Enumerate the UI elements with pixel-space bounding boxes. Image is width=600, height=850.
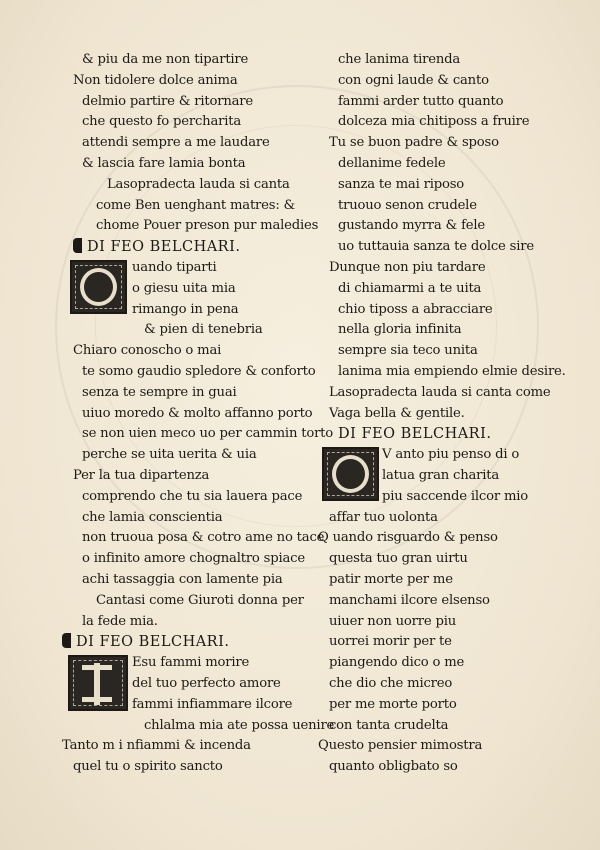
- text-line: del tuo perfecto amore: [132, 675, 281, 691]
- text-line: chio tiposs a abracciare: [338, 301, 493, 317]
- text-line: o infinito amore chognaltro spiace: [82, 551, 305, 567]
- text-line: affar tuo uolonta: [329, 509, 438, 525]
- section-heading: DI FEO BELCHARI.: [338, 426, 492, 443]
- text-line: dolceza mia chitiposs a fruire: [338, 114, 530, 130]
- text-line: Esu fammi morire: [132, 655, 250, 671]
- text-line: Per la tua dipartenza: [73, 467, 210, 483]
- text-line: di chiamarmi a te uita: [338, 280, 482, 296]
- text-line: & pien di tenebria: [144, 322, 263, 338]
- text-line: fammi infiammare ilcore: [132, 696, 293, 712]
- text-line: delmio partire & ritornare: [82, 93, 254, 109]
- text-line: Non tidolere dolce anima: [73, 72, 238, 88]
- rubric-line: Lasopradecta lauda si canta: [107, 176, 290, 192]
- left-column: [62, 50, 335, 778]
- text-line: per me morte porto: [329, 696, 457, 712]
- text-line: rimango in pena: [132, 301, 239, 317]
- poem-block-2: [62, 653, 335, 778]
- heading-text: DI FEO BELCHARI.: [87, 239, 241, 256]
- text-line: uiuo moredo & molto affanno porto: [82, 405, 313, 421]
- text-line: te somo gaudio spledore & conforto: [82, 363, 316, 379]
- text-line: quel tu o spirito sancto: [73, 759, 223, 775]
- text-line: questa tuo gran uirtu: [329, 551, 468, 567]
- poem-block-1: [62, 258, 334, 632]
- text-line: che lamia conscientia: [82, 509, 223, 525]
- rubric-line: Cantasi come Giuroti donna per: [96, 592, 304, 608]
- pilcrow-icon: [73, 238, 82, 253]
- text-line: truouo senon crudele: [338, 197, 477, 213]
- text-line: nella gloria infinita: [338, 322, 462, 338]
- text-line: patir morte per me: [329, 571, 453, 587]
- decorated-initial-q-icon: [322, 447, 379, 501]
- rubric-line: la fede mia.: [82, 613, 158, 629]
- text-line: o giesu uita mia: [132, 280, 236, 296]
- text-line: perche se uita uerita & uia: [82, 447, 257, 463]
- text-line: fammi arder tutto quanto: [338, 93, 504, 109]
- text-line: Chiaro conoscho o mai: [73, 343, 222, 359]
- rubric-line: Vaga bella & gentile.: [329, 405, 465, 421]
- text-line: Tu se buon padre & sposo: [329, 135, 499, 151]
- text-line: V anto piu penso di o: [382, 447, 520, 463]
- text-line: comprendo che tu sia lauera pace: [82, 488, 303, 504]
- text-line: sempre sia teco unita: [338, 343, 478, 359]
- section-heading: [62, 237, 324, 258]
- rubric-line: Lasopradecta lauda si canta come: [329, 384, 551, 400]
- text-line: con ogni laude & canto: [338, 72, 489, 88]
- text-line: Q uando risguardo & penso: [318, 530, 498, 546]
- text-line: uorrei morir per te: [329, 634, 452, 650]
- text-line: Dunque non piu tardare: [329, 259, 486, 275]
- text-line: che dio che micreo: [329, 675, 453, 691]
- text-line: piangendo dico o me: [329, 655, 465, 671]
- rubric-line: chome Pouer preson pur maledies: [96, 218, 319, 234]
- text-line: non truoua posa & cotro ame no tace: [82, 530, 325, 546]
- text-line: sanza te mai riposo: [338, 176, 465, 192]
- right-column: [318, 50, 588, 778]
- text-line: latua gran charita: [382, 467, 500, 483]
- text-line: che lanima tirenda: [338, 52, 461, 67]
- text-line: Questo pensier mimostra: [318, 738, 483, 754]
- text-line: gustando myrra & fele: [338, 218, 485, 234]
- text-line: uando tiparti: [132, 259, 217, 275]
- text-line: dellanime fedele: [338, 155, 446, 171]
- text-line: chlalma mia ate possa uenire: [144, 717, 335, 733]
- pilcrow-icon: [62, 633, 71, 648]
- section-heading: [62, 632, 324, 653]
- text-line: piu saccende ilcor mio: [382, 488, 529, 504]
- text-line: attendi sempre a me laudare: [82, 135, 270, 151]
- text-line: Tanto m i nfiammi & incenda: [62, 738, 251, 754]
- decorated-initial-q-icon: [70, 260, 127, 314]
- text-line: manchami ilcore elsenso: [329, 592, 490, 608]
- poem-block-3: [318, 445, 588, 778]
- rubric-line: come Ben uenghant matres: &: [96, 197, 296, 213]
- heading-text: DI FEO BELCHARI.: [76, 634, 230, 651]
- text-line: uo tuttauia sanza te dolce sire: [338, 239, 534, 255]
- decorated-initial-i-icon: [68, 655, 128, 711]
- text-line: & lascia fare lamia bonta: [82, 155, 246, 171]
- text-line: con tanta crudelta: [329, 717, 449, 733]
- text-line: quanto obligbato so: [329, 759, 458, 775]
- text-line: se non uien meco uo per cammin torto: [82, 426, 334, 442]
- text-line: & piu da me non tipartire: [82, 52, 249, 67]
- text-line: senza te sempre in guai: [82, 384, 237, 400]
- text-line: achi tassaggia con lamente pia: [82, 571, 283, 587]
- text-line: uiuer non uorre piu: [329, 613, 457, 629]
- text-line: che questo fo percharita: [82, 114, 242, 130]
- text-line: lanima mia empiendo elmie desire.: [338, 363, 566, 379]
